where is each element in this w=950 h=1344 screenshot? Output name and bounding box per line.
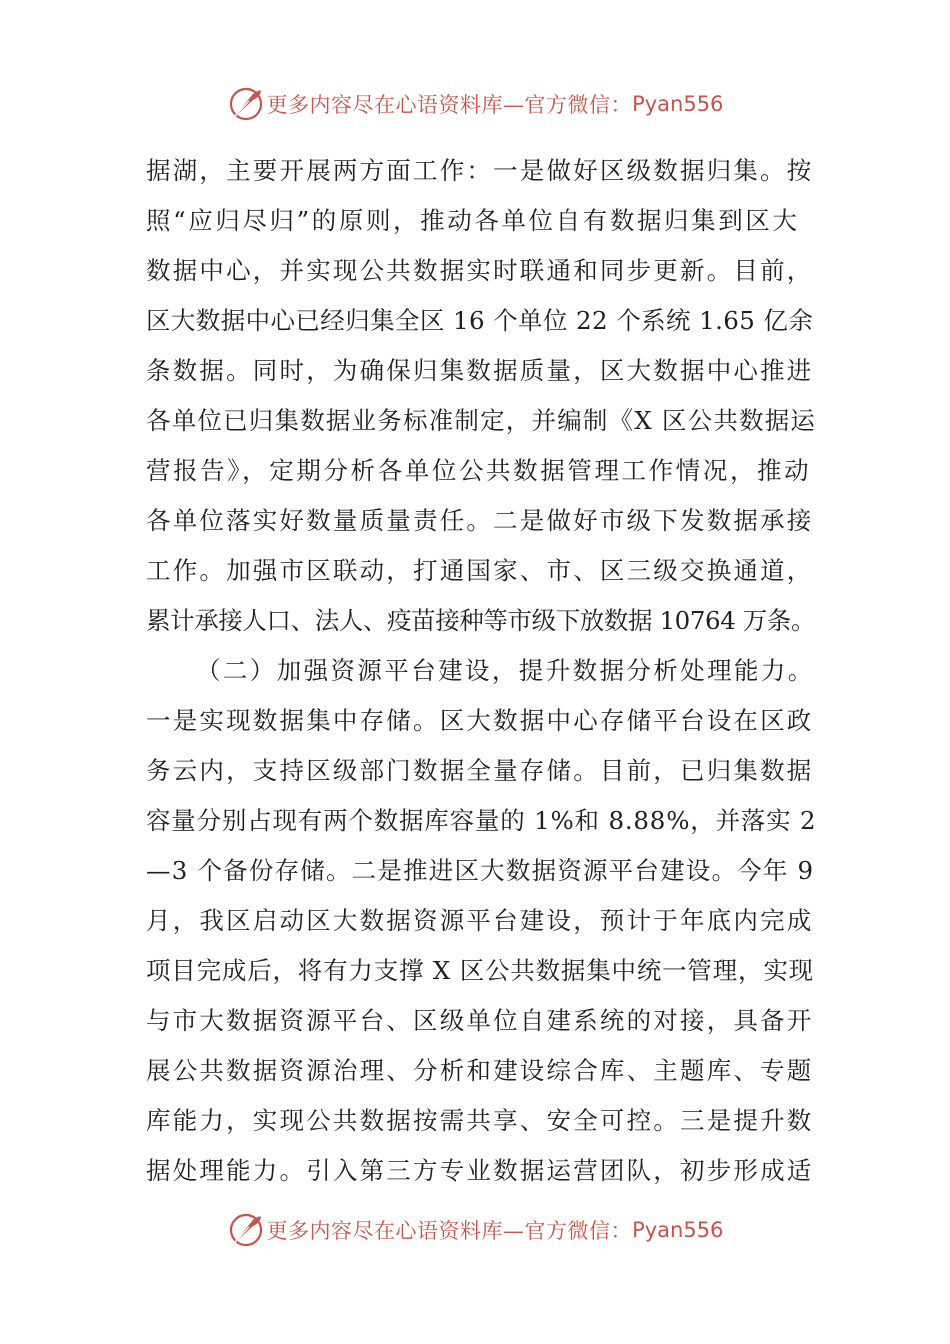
section-heading: （二）加强资源平台建设，提升数据分析处理能力。 xyxy=(196,656,815,685)
text-line: 月，我区启动区大数据资源平台建设，预计于年底内完成 xyxy=(146,906,814,935)
text-line: 容量分别占现有两个数据库容量的 1%和 8.88%，并落实 2 xyxy=(146,806,817,835)
header-banner-wechat-id: Pyan556 xyxy=(632,92,724,116)
text-line: 区大数据中心已经归集全区 16 个单位 22 个系统 1.65 亿余 xyxy=(146,306,814,335)
text-line: 数据中心，并实现公共数据实时联通和同步更新。目前， xyxy=(146,256,814,285)
footer-banner xyxy=(0,1208,950,1252)
text-line: 各单位落实好数量质量责任。二是做好市级下发数据承接 xyxy=(146,506,814,535)
text-line: 营报告》，定期分析各单位公共数据管理工作情况，推动 xyxy=(146,456,812,485)
body-text xyxy=(146,146,816,1196)
quill-logo-icon xyxy=(227,1211,265,1249)
text-line: —3 个备份存储。二是推进区大数据资源平台建设。今年 9 xyxy=(146,856,815,885)
footer-banner-wechat-id: Pyan556 xyxy=(632,1218,724,1242)
text-line: 与市大数据资源平台、区级单位自建系统的对接，具备开 xyxy=(146,1006,814,1035)
text-line: 项目完成后，将有力支撑 X 区公共数据集中统一管理，实现 xyxy=(146,956,814,985)
quill-logo-icon xyxy=(227,85,265,123)
text-line: 据湖，主要开展两方面工作：一是做好区级数据归集。按 xyxy=(146,156,814,185)
footer-banner-text: 更多内容尽在心语资料库—官方微信： xyxy=(266,1219,633,1243)
text-line: 库能力，实现公共数据按需共享、安全可控。三是提升数 xyxy=(146,1106,814,1135)
text-line: 展公共数据资源治理、分析和建设综合库、主题库、专题 xyxy=(146,1056,814,1085)
header-banner xyxy=(0,82,950,126)
text-line: 务云内，支持区级部门数据全量存储。目前，已归集数据 xyxy=(146,756,814,785)
text-line: 各单位已归集数据业务标准制定，并编制《X 区公共数据运 xyxy=(146,406,817,435)
text-line: 据处理能力。引入第三方专业数据运营团队，初步形成适 xyxy=(146,1156,814,1185)
text-line: 工作。加强市区联动，打通国家、市、区三级交换通道， xyxy=(146,556,814,585)
text-line: 累计承接人口、法人、疫苗接种等市级下放数据 10764 万条。 xyxy=(146,606,816,635)
text-line: 条数据。同时，为确保归集数据质量，区大数据中心推进 xyxy=(146,356,814,385)
text-line: 一是实现数据集中存储。区大数据中心存储平台设在区政 xyxy=(146,706,814,735)
text-line: 照“应归尽归”的原则，推动各单位自有数据归集到区大 xyxy=(146,206,800,235)
header-banner-text: 更多内容尽在心语资料库—官方微信： xyxy=(266,93,633,117)
